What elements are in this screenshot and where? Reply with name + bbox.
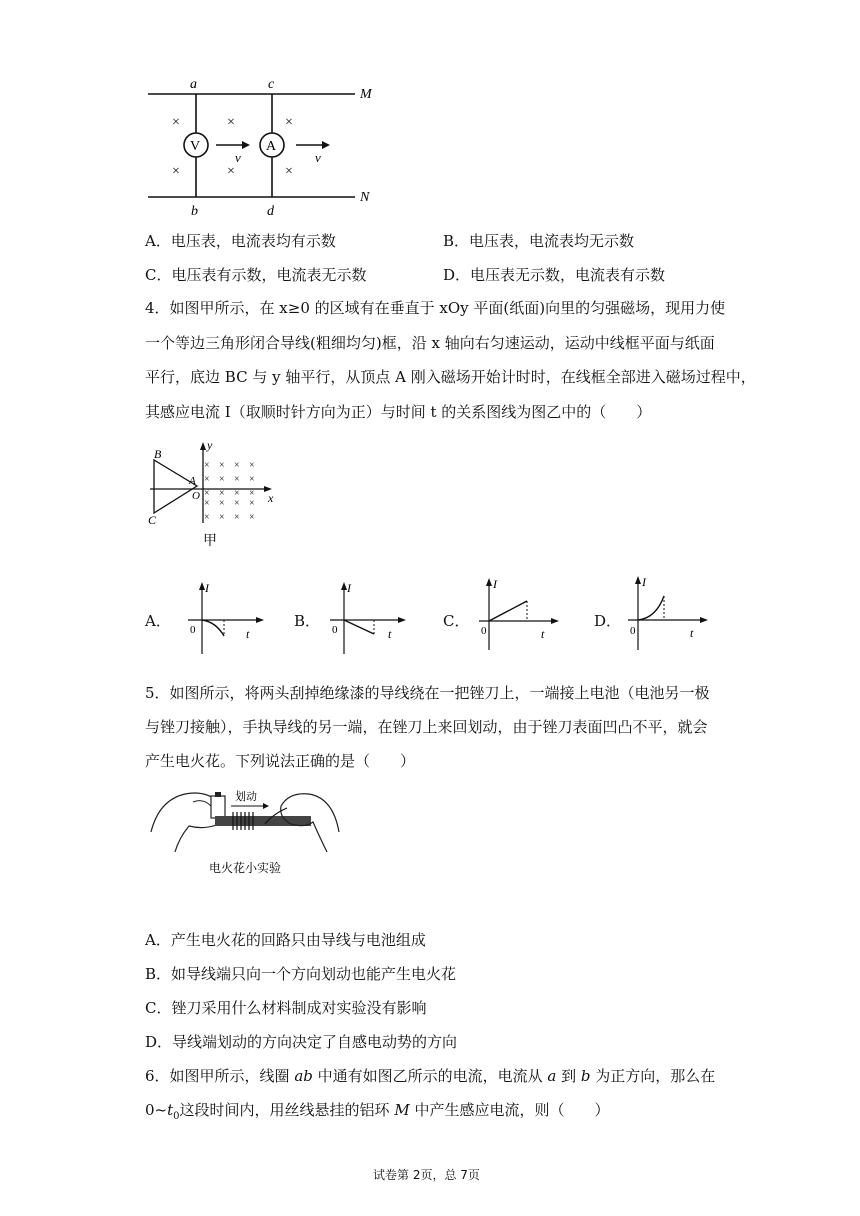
q4-line-2: 一个等边三角形闭合导线(粗细均匀)框，沿 x 轴向右匀速运动，运动中线框平面与纸面 xyxy=(145,334,715,352)
velocity-label-2: v xyxy=(315,150,321,165)
spark-experiment-figure xyxy=(145,780,345,880)
svg-text:×: × xyxy=(219,488,225,499)
label-M: M xyxy=(360,87,372,102)
q3-option-d[interactable]: D．电压表无示数，电流表有示数 xyxy=(443,266,666,284)
svg-text:×: × xyxy=(204,488,210,499)
svg-text:×: × xyxy=(249,460,255,471)
svg-text:×: × xyxy=(219,512,225,523)
label-c: c xyxy=(268,77,275,92)
voltmeter-symbol: V xyxy=(190,139,201,154)
svg-text:×: × xyxy=(234,474,240,485)
svg-text:×: × xyxy=(234,498,240,509)
svg-text:×: × xyxy=(249,488,255,499)
ammeter-symbol: A xyxy=(266,139,277,154)
svg-text:×: × xyxy=(249,498,255,509)
page-footer: 试卷第 2页，总 7页 xyxy=(373,1168,480,1182)
triangle-field-figure xyxy=(140,438,285,553)
vertex-C-label: C xyxy=(148,513,157,527)
q4-option-b-label[interactable]: B． xyxy=(294,612,321,630)
svg-text:×: × xyxy=(172,164,180,179)
svg-text:×: × xyxy=(227,115,235,130)
q4-option-c-label[interactable]: C． xyxy=(443,612,470,630)
q3-option-c[interactable]: C．电压表有示数，电流表无示数 xyxy=(145,266,367,284)
rail-circuit-figure xyxy=(140,74,390,219)
q5-option-a[interactable]: A．产生电火花的回路只由导线与电池组成 xyxy=(145,931,426,949)
axis-I-label: I xyxy=(493,577,497,591)
q3-option-b[interactable]: B．电压表，电流表均无示数 xyxy=(443,232,635,250)
svg-text:×: × xyxy=(219,474,225,485)
origin-label: 0 xyxy=(332,624,338,636)
label-b: b xyxy=(191,204,198,219)
axis-t-label: t xyxy=(388,627,392,641)
spark-figure-caption: 电火花小实验 xyxy=(209,861,282,875)
svg-text:×: × xyxy=(172,115,180,130)
svg-text:×: × xyxy=(285,115,293,130)
svg-text:×: × xyxy=(204,498,210,509)
svg-text:×: × xyxy=(234,512,240,523)
axis-t-label: t xyxy=(246,627,250,641)
drag-annotation: 划动 xyxy=(235,790,257,803)
origin-label: 0 xyxy=(190,624,196,636)
q6-line-1: 6．如图甲所示，线圈 ab 中通有如图乙所示的电流，电流从 a 到 b 为正方向，那么在 xyxy=(145,1067,716,1085)
label-a: a xyxy=(190,77,197,92)
svg-text:×: × xyxy=(219,460,225,471)
q4-graph-b[interactable] xyxy=(320,578,410,660)
q4-line-1: 4．如图甲所示，在 x≥0 的区域有在垂直于 xOy 平面(纸面)向里的匀强磁场，现用力使 xyxy=(145,299,726,317)
q4-graph-d[interactable] xyxy=(624,572,714,656)
q5-line-1: 5．如图所示，将两头刮掉绝缘漆的导线绕在一把锉刀上，一端接上电池（电池另一极 xyxy=(145,684,710,702)
figure-jia-caption: 甲 xyxy=(203,533,217,549)
q3-option-a[interactable]: A．电压表，电流表均有示数 xyxy=(145,232,336,250)
vertex-B-label: B xyxy=(154,447,162,461)
origin-label: 0 xyxy=(481,625,487,637)
svg-text:×: × xyxy=(219,498,225,509)
svg-text:×: × xyxy=(234,460,240,471)
svg-text:×: × xyxy=(249,512,255,523)
q5-option-c[interactable]: C．锉刀采用什么材料制成对实验没有影响 xyxy=(145,999,427,1017)
svg-text:×: × xyxy=(204,512,210,523)
q5-line-2: 与锉刀接触），手执导线的另一端，在锉刀上来回划动，由于锉刀表面凹凸不平，就会 xyxy=(145,718,708,736)
label-N: N xyxy=(360,190,370,205)
svg-text:×: × xyxy=(249,474,255,485)
q4-graph-c[interactable] xyxy=(475,574,565,656)
vertex-A-label: A xyxy=(189,475,196,487)
q4-line-3: 平行，底边 BC 与 y 轴平行，从顶点 A 刚入磁场开始计时时，在线框全部进入磁场过程中， xyxy=(145,368,756,386)
axis-t-label: t xyxy=(690,626,694,640)
axis-t-label: t xyxy=(541,627,545,641)
svg-text:×: × xyxy=(204,474,210,485)
svg-text:×: × xyxy=(227,164,235,179)
svg-text:×: × xyxy=(204,460,210,471)
q4-graph-a[interactable] xyxy=(178,578,268,660)
velocity-label-1: v xyxy=(235,150,241,165)
x-axis-label: x xyxy=(268,491,274,505)
origin-O-label: O xyxy=(192,490,200,502)
q5-option-d[interactable]: D．导线端划动的方向决定了自感电动势的方向 xyxy=(145,1033,458,1051)
q4-option-a-label[interactable]: A． xyxy=(145,612,171,630)
q4-option-d-label[interactable]: D． xyxy=(594,612,622,630)
axis-I-label: I xyxy=(205,581,209,595)
axis-I-label: I xyxy=(642,575,646,589)
svg-text:×: × xyxy=(285,164,293,179)
label-d: d xyxy=(267,204,274,219)
q6-line-2: $0\sim t_0$这段时间内，用丝线悬挂的铝环 M 中产生感应电流，则（ ） xyxy=(145,1101,610,1122)
axis-I-label: I xyxy=(347,581,351,595)
q5-line-3: 产生电火花。下列说法正确的是（ ） xyxy=(145,752,416,770)
origin-label: 0 xyxy=(630,625,636,637)
y-axis-label: y xyxy=(207,438,213,452)
q4-line-4: 其感应电流 I（取顺时针方向为正）与时间 t 的关系图线为图乙中的（ ） xyxy=(145,403,652,421)
svg-text:×: × xyxy=(234,488,240,499)
q5-option-b[interactable]: B．如导线端只向一个方向划动也能产生电火花 xyxy=(145,965,457,983)
